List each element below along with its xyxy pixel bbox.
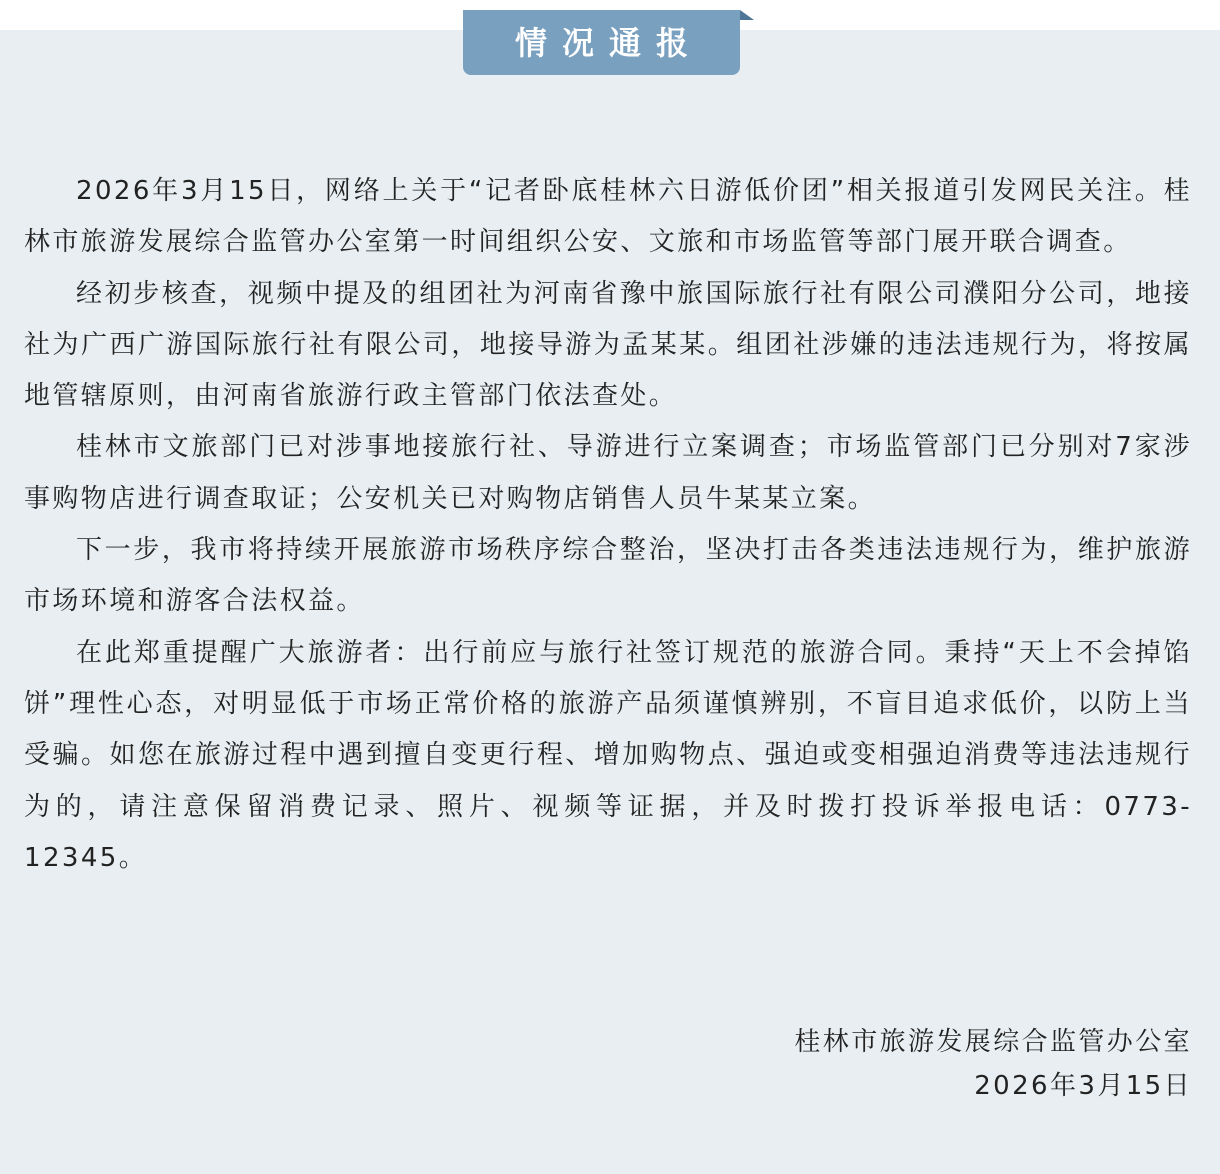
paragraph-incident: 2026年3月15日，网络上关于“记者卧底桂林六日游低价团”相关报道引发网民关注。桂林市旅游发展综合监管办公室第一时间组织公安、文旅和市场监管等部门展开联合调查。 <box>24 176 1192 258</box>
signature-organization: 桂林市旅游发展综合监管办公室 <box>794 1027 1192 1057</box>
signature-date: 2026年3月15日 <box>974 1071 1192 1101</box>
title-banner <box>463 10 740 75</box>
notice-body <box>24 166 1192 884</box>
paragraph-findings: 经初步核查，视频中提及的组团社为河南省豫中旅国际旅行社有限公司濮阳分公司，地接社为广西广游国际旅行社有限公司，地接导游为孟某某。组团社涉嫌的违法违规行为，将按属地管辖原则，由河南省旅游行政主管部门依法查处。 <box>24 278 1192 412</box>
paragraph-actions: 桂林市文旅部门已对涉事地接旅行社、导游进行立案调查；市场监管部门已分别对7家涉事购物店进行调查取证；公安机关已对购物店销售人员牛某某立案。 <box>24 432 1192 514</box>
signature-block <box>794 1020 1192 1108</box>
paragraph-next-steps: 下一步，我市将持续开展旅游市场秩序综合整治，坚决打击各类违法违规行为，维护旅游市场环境和游客合法权益。 <box>24 535 1192 617</box>
banner-fold-decoration <box>740 10 754 20</box>
page-title: 情况通报 <box>514 23 703 62</box>
paragraph-reminder: 在此郑重提醒广大旅游者：出行前应与旅行社签订规范的旅游合同。秉持“天上不会掉馅饼”理性心态，对明显低于市场正常价格的旅游产品须谨慎辨别，不盲目追求低价，以防上当受骗。如您在旅游过程中遇到擅自变更行程、增加购物点、强迫或变相强迫消费等违法违规行为的，请注意保留消费记录、照片、视频等证据，并及时拨打投诉举报电话：0773-12345。 <box>24 637 1192 873</box>
